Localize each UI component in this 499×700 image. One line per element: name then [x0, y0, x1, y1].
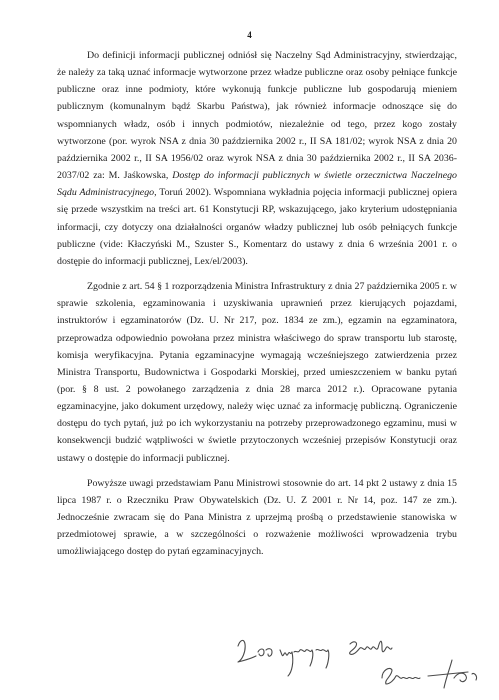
paragraph-1-text: Do definicji informacji publicznej odniósł się Naczelny Sąd Administracyjny, stwierdzając, że należy za taką uznać informacje wytworzone przez władze publiczne oraz osoby pełniące funkcje publiczne oraz inne podmioty, które wykonują funkcje publiczne lub gospodarują mieniem publicznym (komunalnym bądź Skarbu Państwa), jak również informacje odnoszące się do wspomnianych władz, osób i innych podmiotów, niezależnie od tego, przez kogo zostały wytworzone (por. wyrok NSA z dnia 30 października 2002 r., II SA 181/02; wyrok NSA z dnia 20 października 2002 r., II SA 1956/02 oraz wyrok NSA z dnia 30 października 2002 r., II SA 2036-2037/02 za: M. Jaśkowska,: [57, 50, 457, 182]
handwritten-signature: [232, 632, 492, 694]
letter-body: [57, 47, 457, 561]
paragraph-1-text-end: , Toruń 2002). Wspomniana wykładnia pojęcia informacji publicznej opiera się przede wszystkim na treści art. 61 Konstytucji RP, wskazującego, jako kryterium udostępniania informacji, czy dotyczy ona działalności organów władzy publicznej lub osób pełniących funkcje publiczne (vide: Kłaczyński M., Szuster S., Komentarz do ustawy z dnia 6 września 2001 r. o dostępie do informacji publicznej, Lex/el/2003).: [57, 187, 458, 267]
paragraph-1-italic-title: Dostęp do informacji publicznych w świetle orzecznictwa Naczelnego Sądu Administracyjnego: [57, 170, 457, 199]
page-number: 4: [247, 30, 252, 40]
signature-image: [232, 632, 492, 694]
paragraph-3: Powyższe uwagi przedstawiam Panu Ministrowi stosownie do art. 14 pkt 2 ustawy z dnia 15 lipca 1987 r. o Rzeczniku Praw Obywatelskich (Dz. U. Z 2001 r. Nr 14, poz. 147 ze zm.). Jednocześnie zwracam się do Pana Ministra z uprzejmą prośbą o przedstawienie stanowiska w przedmiotowej sprawie, a w szczególności o rozważenie możliwości wprowadzenia trybu umożliwiającego dostęp do pytań egzaminacyjnych.: [57, 477, 457, 558]
paragraph-1: [57, 47, 457, 270]
paragraph-2: Zgodnie z art. 54 § 1 rozporządzenia Ministra Infrastruktury z dnia 27 października 2005 r. w sprawie szkolenia, egzaminowania i uzyskiwania uprawnień przez kierujących pojazdami, instruktorów i egzaminatorów (Dz. U. Nr 217, poz. 1834 ze zm.), egzamin na egzaminatora, przeprowadza odpowiednio powołana przez ministra właściwego do spraw transportu lub starostę, komisja weryfikacyjna. Pytania egzaminacyjne wymagają wcześniejszego zatwierdzenia przez Ministra Transportu, Budownictwa i Gospodarki Morskiej, przed umieszczeniem w banku pytań (por. § 8 ust. 2 powołanego zarządzenia z dnia 28 marca 2012 r.). Opracowane pytania egzaminacyjne, jako dokument urzędowy, należy więc uznać za informację publiczną. Ograniczenie dostępu do tych pytań, już po ich wykorzystaniu na potrzeby przeprowadzonego egzaminu, musi w konsekwencji budzić wątpliwości w świetle przytoczonych wcześniej przepisów Konstytucji oraz ustawy o dostępie do informacji publicznej.: [57, 281, 457, 464]
